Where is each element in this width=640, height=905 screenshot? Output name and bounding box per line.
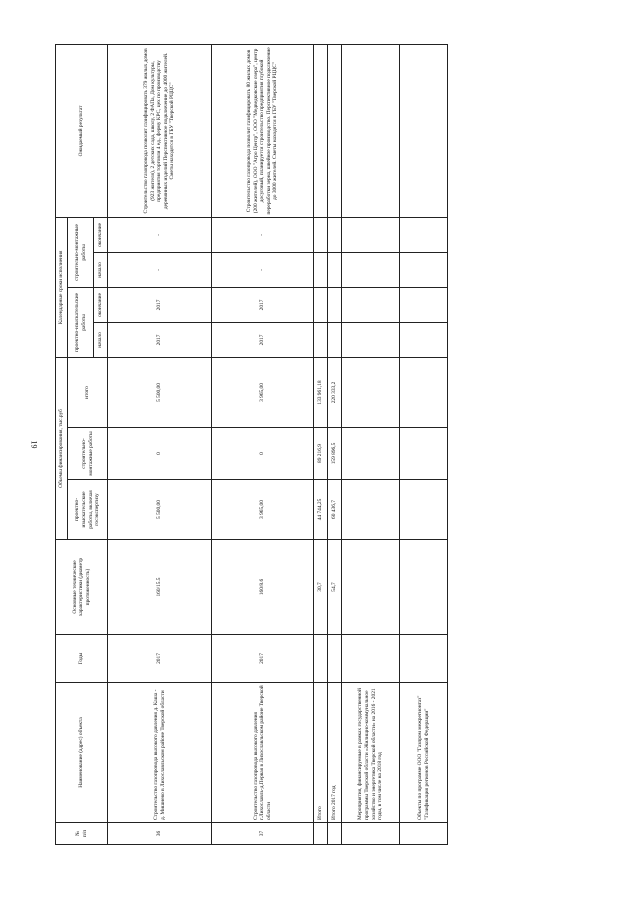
row-constr-start: - <box>212 252 314 287</box>
row-years: 2017 <box>108 635 212 683</box>
total-label: Итого <box>314 683 328 823</box>
total-row <box>314 44 328 844</box>
total-2017-total: 220 333,2 <box>328 357 342 427</box>
row-construction: 0 <box>108 428 212 480</box>
total-construction: 89 216,9 <box>314 428 328 480</box>
row-name: Строительство газопровода высокого давления д. Каша - д. Мишнево в Лихославльском районе Тверской области <box>108 683 212 823</box>
header-constr-start: начало <box>94 252 108 287</box>
row-num: 36 <box>108 823 212 845</box>
row-design-gas: 5 500,00 <box>108 480 212 540</box>
row-name: Строительство газопровода высокого давления г.Лихославль-д.Первая в Лихославльском районе Тверской области <box>212 683 314 823</box>
row-design-start: 2017 <box>212 322 314 357</box>
row-design-end: 2017 <box>108 287 212 322</box>
header-design-gas: проектно-изыскательские работы, включая госэкспертизу <box>68 480 108 540</box>
event-row <box>342 44 400 844</box>
header-years: Годы <box>56 635 108 683</box>
row-result: Строительство газопровода позволит газифицировать 379 жилых домов (923 жителя), 2 детских сада, школу, 2 ФАПа, Дом культуры, предприятия торговли 4 ед., ферму КРС, цех по производству деревянных изделий Перспективное подключение до 4000 жителей. Сметы находятся в ГБУ "Тверской РЦЦС" <box>108 44 212 217</box>
row-num: 37 <box>212 823 314 845</box>
header-name: Наименование (адрес) объекта <box>56 683 108 823</box>
total-2017-design-gas: 60 436,7 <box>328 480 342 540</box>
table-row <box>212 44 314 844</box>
row-specs: 160/15.5 <box>108 540 212 635</box>
header-specs: Основные технические характеристики (диаметр протяженность) <box>56 540 108 635</box>
row-constr-end: - <box>108 217 212 252</box>
header-design-end: окончание <box>94 287 108 322</box>
row-result: Строительство газопровода позволит газифицировать 80 жилых домов (200 жителей), ООО "Агро Центр", ООО "Медведковские озера", центр досуговый, планируется строительство предприятия глубокой переработки зерна, швейное производство. Перспективное подключение до 3000 жителей. Сметы находятся в ГБУ "Тверской РЦЦС" <box>212 44 314 217</box>
total-2017-specs: 54,7 <box>328 540 342 635</box>
row-total: 5 500,00 <box>108 357 212 427</box>
total-specs: 30,7 <box>314 540 328 635</box>
row-constr-start: - <box>108 252 212 287</box>
total-total: 133 961,18 <box>314 357 328 427</box>
row-design-gas: 3 965,00 <box>212 480 314 540</box>
row-specs: 160/8.6 <box>212 540 314 635</box>
header-result: Ожидаемый результат <box>56 44 108 217</box>
row-design-end: 2017 <box>212 287 314 322</box>
gazprom-row <box>400 44 448 844</box>
header-total: итого <box>68 357 108 427</box>
row-total: 3 965,00 <box>212 357 314 427</box>
header-constr-end: окончание <box>94 217 108 252</box>
table-row <box>108 44 212 844</box>
header-num: № п/п <box>56 823 108 845</box>
gazprom-label: Объекты по программе ООО "Газпром межрегионгаз" "Газификация регионов Российской Федерации" <box>400 683 448 823</box>
total-2017-construction: 159 896,5 <box>328 428 342 480</box>
header-design-start: начало <box>94 322 108 357</box>
header-schedule-group: Календарные сроки исполнения <box>56 217 68 357</box>
row-construction: 0 <box>212 428 314 480</box>
row-design-start: 2017 <box>108 322 212 357</box>
total-2017-row <box>328 44 342 844</box>
event-label: Мероприятия, финансируемые в рамках государственной программы Тверской области «Жилищно-коммунальное хозяйство и энергетика Тверской области» на 2016 - 2021 годы, в том числе на 2018 год <box>342 683 400 823</box>
rotated-page <box>55 45 595 845</box>
row-constr-end: - <box>212 217 314 252</box>
header-funding-group: Объемы финансирования, тыс.руб <box>56 357 68 539</box>
investment-table <box>55 44 448 845</box>
header-design-works: проектно-изыскательские работы <box>68 287 94 357</box>
total-design-gas: 44 744,25 <box>314 480 328 540</box>
row-years: 2017 <box>212 635 314 683</box>
header-construction: строительно-монтажные работы <box>68 428 108 480</box>
page-number: 19 <box>29 440 39 449</box>
header-construction-works: строительно-монтажные работы <box>68 217 94 287</box>
total-2017-label: Итого 2017 год <box>328 683 342 823</box>
